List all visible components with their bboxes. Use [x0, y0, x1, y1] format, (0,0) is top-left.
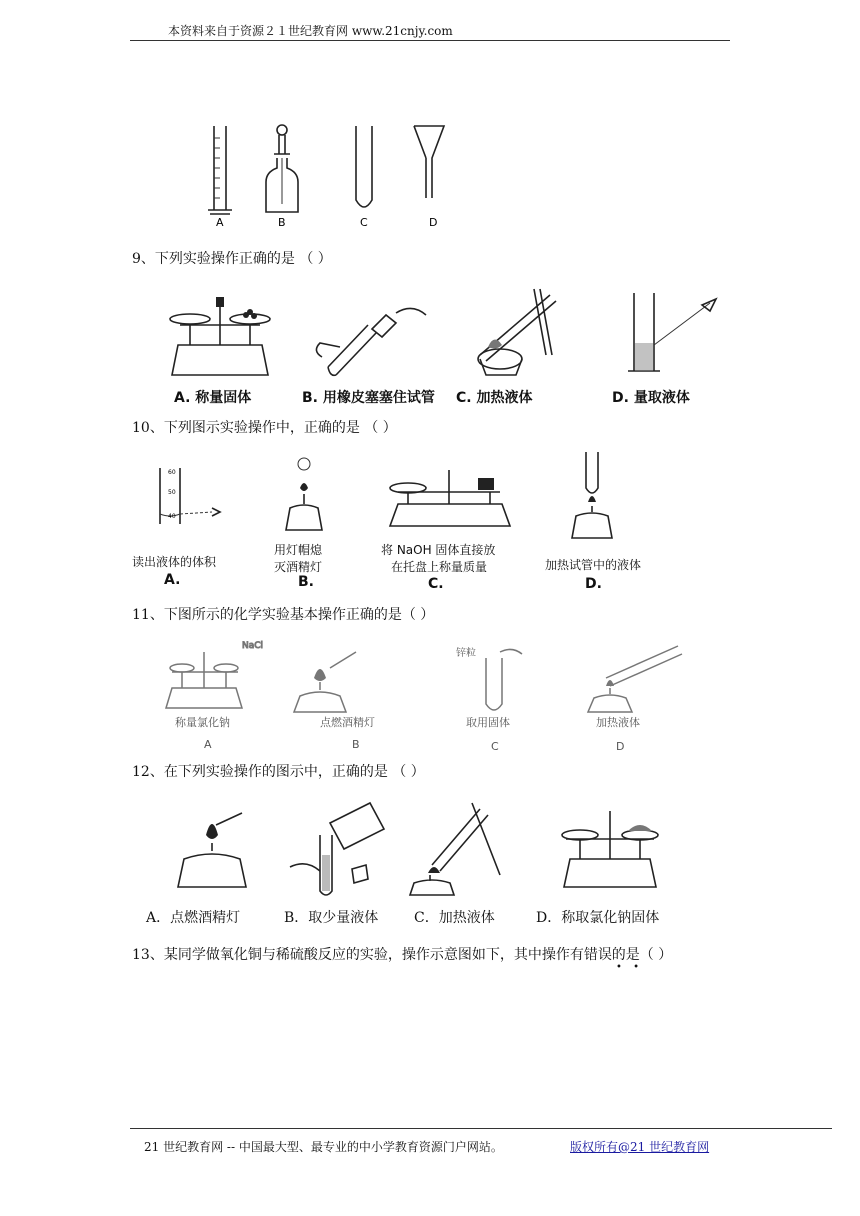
match-lamp-icon: [178, 813, 246, 887]
heat-liquid-tube-icon: [410, 803, 500, 895]
heat-liquid-icon: [588, 646, 682, 712]
nacl-balance-icon: [166, 641, 263, 708]
q11-letter-c: C: [491, 740, 499, 753]
header-rule: [130, 40, 730, 41]
q11-caption-a: 称量氯化钠: [175, 716, 230, 729]
q12-option-d: D．称取氯化钠固体: [536, 910, 660, 926]
page-header: 本资料来自于资源２１世纪教育网 www.21cnjy.com: [168, 24, 453, 38]
footer-text: 21 世纪教育网 -- 中国最大型、最专业的中小学教育资源门户网站。: [144, 1140, 503, 1154]
pour-liquid-icon: [290, 803, 384, 895]
light-lamp-icon: [294, 652, 356, 712]
fig8-label-d: D: [429, 216, 438, 229]
solid-test-tube-icon: [456, 646, 522, 710]
test-tube-icon: [356, 126, 372, 207]
fig8-label-b: B: [278, 216, 286, 229]
fig8-label-a: A: [216, 216, 224, 229]
q9-figures: [150, 285, 730, 385]
q9-option-c: C. 加热液体: [456, 390, 533, 406]
q9-option-b: B. 用橡皮塞塞住试管: [302, 390, 435, 406]
footer-rule: [130, 1128, 832, 1129]
q9-question: 9、下列实验操作正确的是 （ ）: [132, 251, 332, 267]
q12-option-c: C．加热液体: [414, 910, 495, 926]
q10-letter-b: B.: [298, 574, 314, 590]
q10-caption-d: 加热试管中的液体: [545, 558, 642, 572]
zinc-tag: 锌粒: [456, 648, 476, 659]
nacl-tag: NaCl: [242, 641, 264, 651]
alcohol-lamp-cap-icon: [286, 458, 322, 530]
heat-test-tube-icon: [572, 452, 612, 538]
q10-caption-c2: 在托盘上称量质量: [391, 560, 488, 574]
graduated-cylinder-icon: [208, 126, 232, 214]
scale-mark-40: 40: [168, 513, 176, 520]
copyright-link[interactable]: 版权所有@21 世纪教育网: [570, 1140, 710, 1154]
q9-option-d: D. 量取液体: [612, 390, 690, 406]
q11-caption-b: 点燃酒精灯: [320, 716, 375, 729]
q10-caption-a: 读出液体的体积: [132, 555, 217, 569]
scale-mark-60: 60: [168, 469, 176, 476]
q12-option-b: B．取少量液体: [284, 910, 379, 926]
stopper-tube-icon: [316, 308, 426, 375]
scale-mark-50: 50: [168, 489, 176, 496]
q10-letter-d: D.: [585, 576, 602, 592]
q11-letter-d: D: [616, 740, 625, 753]
dropper-bottle-icon: [266, 125, 298, 212]
q10-caption-b2: 灭酒精灯: [274, 560, 323, 574]
q10-caption-c1: 将 NaOH 固体直接放: [381, 543, 496, 557]
measuring-cylinder-icon: [628, 293, 716, 371]
q11-caption-c: 取用固体: [466, 716, 510, 729]
q10-letter-a: A.: [164, 572, 181, 588]
fig8-label-c: C: [360, 216, 368, 229]
emphasis-dots: • •: [616, 962, 643, 973]
q10-figures: [140, 448, 640, 543]
q10-letter-c: C.: [428, 576, 444, 592]
q11-figures: [160, 638, 690, 714]
q9-option-a: A. 称量固体: [174, 390, 252, 406]
q12-option-a: A．点燃酒精灯: [146, 910, 241, 926]
q12-figures: [170, 795, 690, 900]
weigh-nacl-balance-icon: [562, 811, 658, 887]
q12-question: 12、在下列实验操作的图示中，正确的是 （ ）: [132, 764, 425, 780]
q11-question: 11、下图所示的化学实验基本操作正确的是（ ）: [132, 607, 435, 623]
q11-letter-b: B: [352, 738, 360, 751]
heating-tube-icon: [478, 289, 556, 375]
q13-question: 13、某同学做氧化铜与稀硫酸反应的实验，操作示意图如下，其中操作有错误的是（ ）: [132, 947, 673, 963]
q11-letter-a: A: [204, 738, 212, 751]
q11-caption-d: 加热液体: [596, 716, 640, 729]
naoh-balance-icon: [390, 470, 510, 526]
q10-question: 10、下列图示实验操作中，正确的是 （ ）: [132, 420, 397, 436]
balance-icon: [170, 297, 270, 375]
q10-caption-b1: 用灯帽熄: [274, 543, 323, 557]
q8-apparatus-figure: [200, 118, 460, 233]
read-volume-icon: [160, 468, 220, 524]
funnel-icon: [414, 126, 444, 198]
